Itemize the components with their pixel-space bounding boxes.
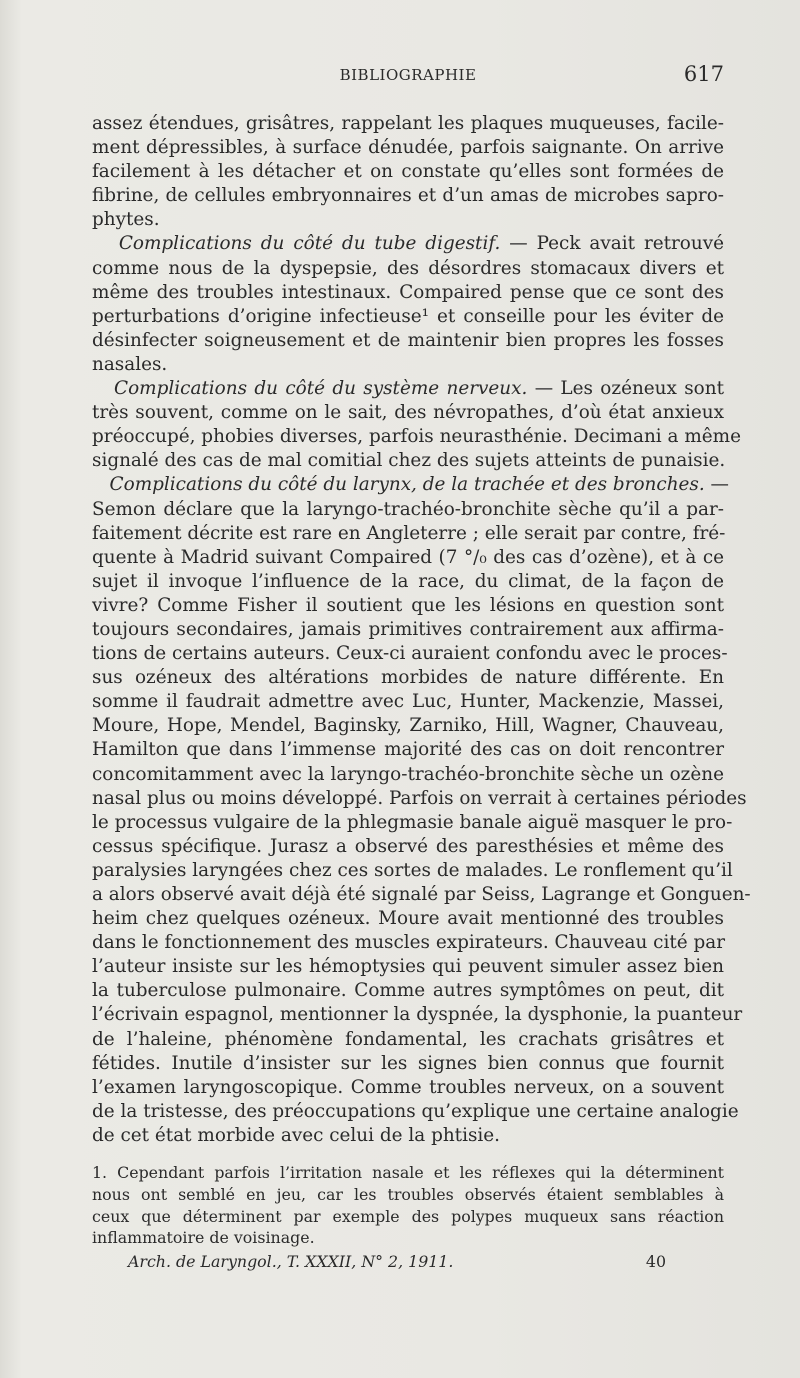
text-line: concomitamment avec la laryngo-trachéo-bronchite sèche un ozène	[92, 763, 724, 785]
text-line: l’auteur insiste sur les hémoptysies qui peuvent simuler assez bien	[92, 956, 724, 978]
text-line: l’écrivain espagnol, mentionner la dyspnée, la dysphonie, la puanteur	[92, 1004, 743, 1026]
text-line: facilement à les détacher et on constate qu’elles sont formées de	[92, 161, 724, 183]
body-text	[92, 112, 751, 1148]
section-heading-nerveux: Complications du côté du système nerveux.	[114, 378, 528, 400]
text-line: cessus spécifique. Jurasz a observé des paresthésies et même des	[92, 835, 724, 857]
footnote-line: 1. Cependant parfois l’irritation nasale et les réflexes qui la déterminent	[92, 1163, 724, 1182]
text-line: l’examen laryngoscopique. Comme troubles nerveux, on a souvent	[92, 1076, 724, 1098]
text-line: dans le fonctionnement des muscles expirateurs. Chauveau cité par	[92, 932, 726, 954]
text-line: Complications du côté du tube digestif. — Peck avait retrouvé	[118, 233, 724, 255]
text-line: nasal plus ou moins développé. Parfois on verrait à certaines périodes	[92, 787, 747, 809]
signature-line	[128, 1252, 666, 1276]
text-line: Hamilton que dans l’immense majorité des cas on doit rencontrer	[92, 739, 724, 761]
text-line: Complications du côté du système nerveux. — Les ozéneux sont	[114, 378, 724, 400]
text-line: assez étendues, grisâtres, rappelant les plaques muqueuses, facile-	[92, 113, 724, 134]
text-line: heim chez quelques ozéneux. Moure avait mentionné des troubles	[92, 908, 724, 930]
text-line: signalé des cas de mal comitial chez des sujets atteints de punaisie.	[92, 450, 726, 472]
text-line: de cet état morbide avec celui de la phtisie.	[92, 1124, 501, 1146]
text-line: la tuberculose pulmonaire. Comme autres symptômes on peut, dit	[92, 980, 724, 1002]
text-line: Moure, Hope, Mendel, Baginsky, Zarniko, Hill, Wagner, Chauveau,	[92, 715, 724, 737]
text-line: fibrine, de cellules embryonnaires et d’un amas de microbes sapro-	[92, 185, 724, 207]
text-line: vivre? Comme Fisher il soutient que les lésions en question sont	[92, 594, 724, 616]
page-header	[92, 62, 724, 92]
text-line: de l’haleine, phénomène fondamental, les crachats grisâtres et	[92, 1028, 724, 1050]
text-line: paralysies laryngées chez ces sortes de malades. Le ronflement qu’il	[92, 859, 733, 881]
section-heading-larynx: Complications du côté du larynx, de la trachée et des bronches.	[109, 474, 705, 496]
text-line: nasales.	[92, 353, 168, 375]
text-line: préoccupé, phobies diverses, parfois neurasthénie. Decimani a même	[92, 426, 741, 448]
running-title: BIBLIOGRAPHIE	[339, 66, 477, 84]
footnote-line: ceux que déterminent par exemple des polypes muqueux sans réaction	[92, 1206, 724, 1226]
text-line: faitement décrite est rare en Angleterre ; elle serait par contre, fré-	[92, 522, 726, 544]
text-line: somme il faudrait admettre avec Luc, Hunter, Mackenzie, Massei,	[92, 691, 724, 713]
footnote	[92, 1162, 724, 1249]
text-line: Complications du côté du larynx, de la trachée et des bronches. —	[109, 474, 729, 496]
text-line: très souvent, comme on le sait, des névropathes, d’où état anxieux	[92, 402, 724, 424]
text-line: tions de certains auteurs. Ceux-ci auraient confondu avec le proces-	[92, 643, 728, 665]
footnote-line: nous ont semblé en jeu, car les troubles observés étaient semblables à	[92, 1184, 724, 1204]
text-line: désinfecter soigneusement et de maintenir bien propres les fosses	[92, 329, 724, 351]
text-line: comme nous de la dyspepsie, des désordres stomacaux divers et	[92, 257, 724, 279]
text-line: fétides. Inutile d’insister sur les signes bien connus que fournit	[92, 1052, 724, 1074]
text-line: de la tristesse, des préoccupations qu’explique une certaine analogie	[92, 1100, 739, 1122]
text-line: sus ozéneux des altérations morbides de nature différente. En	[92, 667, 724, 689]
text-line: même des troubles intestinaux. Compaired pense que ce sont des	[92, 281, 724, 303]
text-line: le processus vulgaire de la phlegmasie banale aiguë masquer le pro-	[92, 811, 733, 833]
page-number: 617	[683, 62, 724, 86]
text-line: Semon déclare que la laryngo-trachéo-bronchite sèche qu’il a par-	[92, 498, 724, 520]
footnote-line: inflammatoire de voisinage.	[92, 1228, 315, 1248]
text-line: phytes.	[92, 209, 160, 231]
text-line: sujet il invoque l’influence de la race, du climat, de la façon de	[92, 570, 724, 592]
text-line: quente à Madrid suivant Compaired (7 °/₀ des cas d’ozène), et à ce	[92, 546, 724, 568]
text-line: toujours secondaires, jamais primitives contrairement aux affirma-	[92, 618, 724, 640]
sheet-number: 40	[645, 1252, 666, 1271]
text-line: perturbations d’origine infectieuse¹ et conseille pour les éviter de	[92, 305, 724, 327]
journal-reference: Arch. de Laryngol., T. XXXII, N° 2, 1911.	[128, 1252, 454, 1271]
text-line: ment dépressibles, à surface dénudée, parfois saignante. On arrive	[92, 137, 724, 159]
section-heading-digestif: Complications du côté du tube digestif.	[118, 233, 501, 255]
text-line: a alors observé avait déjà été signalé par Seiss, Lagrange et Gonguen-	[92, 884, 751, 905]
